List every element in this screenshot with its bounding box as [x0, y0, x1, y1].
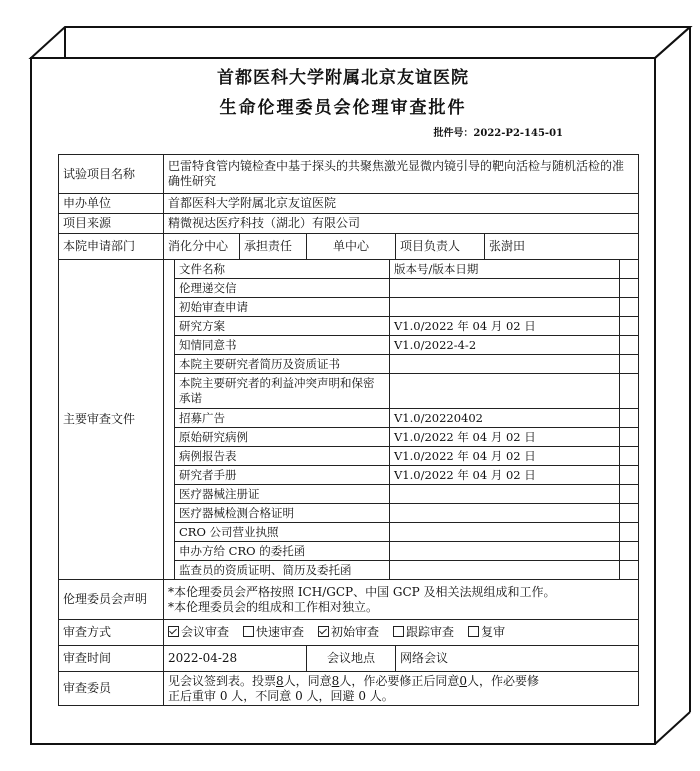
checkbox-icon: [243, 626, 254, 637]
pi-value: 张澍田: [485, 234, 639, 260]
host-value: 首都医科大学附属北京友谊医院: [164, 194, 639, 214]
checkbox-icon: [318, 626, 329, 637]
document-name: 申办方给 CRO 的委托函: [175, 542, 390, 561]
document-name: 本院主要研究者简历及资质证书: [175, 355, 390, 374]
document-version: [390, 542, 620, 561]
review-method-option: 跟踪审查: [393, 625, 454, 639]
document-row: [164, 409, 638, 428]
docs-cell: [164, 260, 639, 580]
ethics-line-1: *本伦理委员会严格按照 ICH/GCP、中国 GCP 及相关法规组成和工作。: [168, 584, 556, 599]
document-version: [390, 279, 620, 298]
document-version: [390, 523, 620, 542]
document-row: [164, 504, 638, 523]
dept-label: 本院申请部门: [59, 234, 164, 260]
document-title: 生命伦理委员会伦理审查批件: [219, 98, 467, 118]
members-value: [164, 672, 639, 706]
document-row: [164, 485, 638, 504]
document-row: [164, 466, 638, 485]
project-label: 试验项目名称: [59, 155, 164, 194]
document-name: CRO 公司营业执照: [175, 523, 390, 542]
method-label: 审查方式: [59, 620, 164, 646]
review-method-option: 复审: [468, 625, 505, 639]
document-name: 招募广告: [175, 409, 390, 428]
document-version: V1.0/2022 年 04 月 02 日: [390, 447, 620, 466]
time-label: 审查时间: [59, 646, 164, 672]
documents-table: [164, 260, 638, 579]
docs-label: 主要审查文件: [59, 260, 164, 580]
role-label: 承担责任: [240, 234, 307, 260]
document-row: [164, 542, 638, 561]
ethics-label: 伦理委员会声明: [59, 580, 164, 620]
members-line-1: 见会议签到表。投票8人，同意8人，作必要修正后同意0人，作必要修: [168, 673, 539, 688]
source-label: 项目来源: [59, 214, 164, 234]
place-value: 网络会议: [396, 646, 639, 672]
document-row: [164, 279, 638, 298]
document-row: [164, 447, 638, 466]
document-row: [164, 298, 638, 317]
document-version: V1.0/20220402: [390, 409, 620, 428]
doc-version-header: 版本号/版本日期: [390, 260, 620, 279]
approval-table: [58, 154, 639, 706]
time-value: 2022-04-28: [164, 646, 307, 672]
document-version: V1.0/2022 年 04 月 02 日: [390, 466, 620, 485]
approval-number: 批件号：2022-P2-145-01: [433, 128, 563, 139]
document-name: 病例报告表: [175, 447, 390, 466]
documents-header-row: [164, 260, 638, 279]
review-methods: [164, 620, 639, 646]
document-name: 初始审查申请: [175, 298, 390, 317]
document-row: [164, 374, 638, 409]
approval-document: [31, 58, 655, 744]
document-row: [164, 523, 638, 542]
document-row: [164, 561, 638, 580]
document-version: V1.0/2022-4-2: [390, 336, 620, 355]
review-method-option: 会议审查: [168, 625, 229, 639]
host-label: 申办单位: [59, 194, 164, 214]
review-method-option: 初始审查: [318, 625, 379, 639]
document-name: 原始研究病例: [175, 428, 390, 447]
document-name: 监查员的资质证明、简历及委托函: [175, 561, 390, 580]
document-row: [164, 317, 638, 336]
checkbox-icon: [393, 626, 404, 637]
members-label: 审查委员: [59, 672, 164, 706]
document-name: 研究方案: [175, 317, 390, 336]
document-version: [390, 355, 620, 374]
hospital-name: 首都医科大学附属北京友谊医院: [217, 68, 469, 88]
document-name: 伦理递交信: [175, 279, 390, 298]
role-value: 单中心: [307, 234, 396, 260]
document-name: 医疗器械注册证: [175, 485, 390, 504]
place-label: 会议地点: [307, 646, 396, 672]
document-version: V1.0/2022 年 04 月 02 日: [390, 317, 620, 336]
pi-label: 项目负责人: [396, 234, 485, 260]
document-version: [390, 298, 620, 317]
checkbox-icon: [468, 626, 479, 637]
review-method-option: 快速审查: [243, 625, 304, 639]
document-name: 本院主要研究者的利益冲突声明和保密承诺: [175, 374, 390, 409]
document-row: [164, 336, 638, 355]
document-version: [390, 485, 620, 504]
project-value: 巴雷特食管内镜检查中基于探头的共聚焦激光显微内镜引导的靶向活检与随机活检的准确性研究: [164, 155, 639, 194]
source-value: 精微视达医疗科技（湖北）有限公司: [164, 214, 639, 234]
checkbox-icon: [168, 626, 179, 637]
document-row: [164, 428, 638, 447]
document-name: 知情同意书: [175, 336, 390, 355]
document-name: 研究者手册: [175, 466, 390, 485]
ethics-statement: [164, 580, 639, 620]
document-version: [390, 561, 620, 580]
document-version: [390, 374, 620, 409]
document-row: [164, 355, 638, 374]
doc-name-header: 文件名称: [175, 260, 390, 279]
document-name: 医疗器械检测合格证明: [175, 504, 390, 523]
ethics-line-2: *本伦理委员会的组成和工作相对独立。: [168, 599, 379, 614]
members-line-2: 正后重审 0 人，不同意 0 人，回避 0 人。: [168, 688, 394, 703]
document-version: V1.0/2022 年 04 月 02 日: [390, 428, 620, 447]
document-version: [390, 504, 620, 523]
dept-value: 消化分中心: [164, 234, 240, 260]
